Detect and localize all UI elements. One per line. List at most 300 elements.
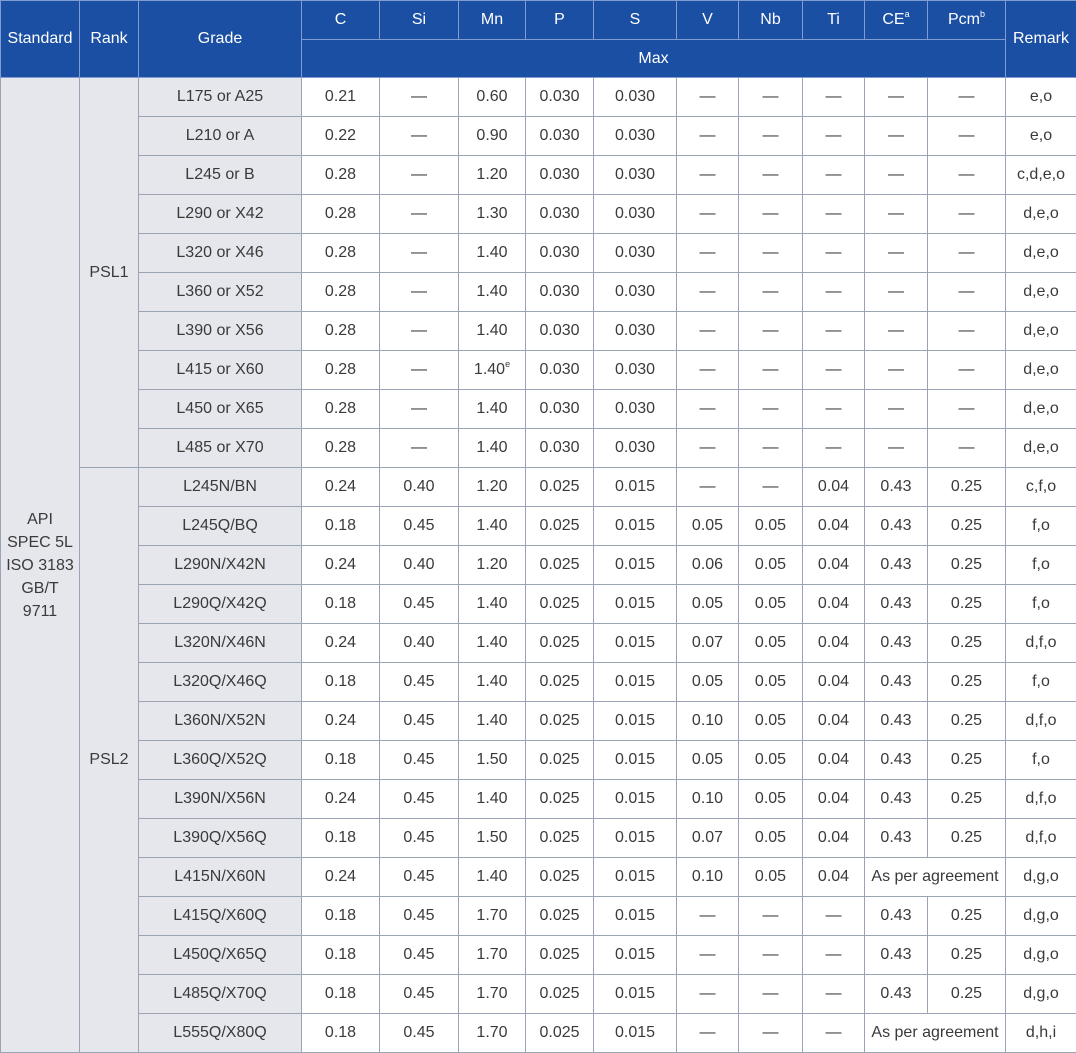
cell-ti [803, 312, 865, 351]
cell-value: — [826, 322, 842, 339]
cell-v [677, 429, 739, 468]
cell-value: — [826, 361, 842, 378]
cell-value: 0.25 [951, 517, 982, 534]
cell-value: — [959, 322, 975, 339]
cell-value: 0.25 [951, 907, 982, 924]
cell-value: — [888, 244, 904, 261]
cell-mn [459, 546, 526, 585]
cell-mn [459, 585, 526, 624]
cell-value: — [826, 400, 842, 417]
cell-value: 0.43 [880, 712, 911, 729]
cell-value: — [700, 361, 716, 378]
cell-value: 0.015 [615, 673, 655, 690]
cell-s [594, 273, 677, 312]
cell-c [302, 819, 380, 858]
cell-value: 0.04 [818, 478, 849, 495]
cell-value: 0.025 [539, 790, 579, 807]
cell-ti [803, 975, 865, 1014]
cell-s [594, 1014, 677, 1053]
cell-s [594, 351, 677, 390]
cell-value: 0.43 [880, 673, 911, 690]
cell-si [380, 1014, 459, 1053]
cell-p [526, 234, 594, 273]
cell-ti [803, 819, 865, 858]
cell-ce [865, 78, 928, 117]
grade-cell: L390Q/X56Q [139, 819, 302, 858]
cell-value: 0.25 [951, 751, 982, 768]
cell-ce [865, 312, 928, 351]
cell-value: 0.015 [615, 868, 655, 885]
cell-value: 0.015 [615, 556, 655, 573]
cell-c [302, 702, 380, 741]
cell-value: 0.030 [539, 283, 579, 300]
cell-mn [459, 975, 526, 1014]
header-element-label: Mn [481, 11, 503, 28]
cell-value: — [411, 361, 427, 378]
cell-value: 0.015 [615, 751, 655, 768]
cell-ce [865, 702, 928, 741]
cell-value: 0.025 [539, 829, 579, 846]
cell-si [380, 507, 459, 546]
cell-value: 0.25 [951, 790, 982, 807]
remark-cell: d,f,o [1006, 702, 1076, 741]
cell-value: 1.40 [476, 400, 507, 417]
cell-value: 0.05 [692, 751, 723, 768]
table-row [1, 975, 1076, 1014]
cell-s [594, 390, 677, 429]
cell-c [302, 741, 380, 780]
cell-value: — [763, 946, 779, 963]
cell-value: 0.28 [325, 400, 356, 417]
cell-value: 0.25 [951, 985, 982, 1002]
cell-value: 0.05 [755, 634, 786, 651]
cell-value: — [411, 244, 427, 261]
cell-value: — [959, 127, 975, 144]
cell-pcm [928, 312, 1006, 351]
cell-c [302, 624, 380, 663]
grade-cell: L245Q/BQ [139, 507, 302, 546]
grade-cell: L390 or X56 [139, 312, 302, 351]
cell-value: 0.04 [818, 556, 849, 573]
cell-pcm [928, 819, 1006, 858]
cell-value: 0.90 [476, 127, 507, 144]
cell-value: 0.05 [755, 517, 786, 534]
cell-value: — [763, 166, 779, 183]
cell-pcm [928, 780, 1006, 819]
cell-v [677, 936, 739, 975]
cell-ce [865, 468, 928, 507]
grade-cell: L175 or A25 [139, 78, 302, 117]
cell-value: — [826, 127, 842, 144]
header-element-ce [865, 1, 928, 40]
cell-s [594, 429, 677, 468]
cell-s [594, 234, 677, 273]
cell-value: 0.45 [403, 907, 434, 924]
cell-value: 0.24 [325, 634, 356, 651]
cell-value: 0.025 [539, 673, 579, 690]
header-element-s [594, 1, 677, 40]
cell-p [526, 195, 594, 234]
cell-value: 0.60 [476, 88, 507, 105]
cell-si [380, 975, 459, 1014]
header-element-label: Ti [827, 11, 840, 28]
cell-ce [865, 117, 928, 156]
cell-value: 0.43 [880, 751, 911, 768]
cell-value: 0.18 [325, 751, 356, 768]
grade-cell: L320 or X46 [139, 234, 302, 273]
remark-cell: f,o [1006, 663, 1076, 702]
cell-s [594, 546, 677, 585]
cell-s [594, 702, 677, 741]
table-row [1, 156, 1076, 195]
cell-value: 0.030 [539, 127, 579, 144]
cell-ti [803, 390, 865, 429]
cell-value: 0.025 [539, 517, 579, 534]
cell-value: — [959, 361, 975, 378]
grade-cell: L360 or X52 [139, 273, 302, 312]
cell-value: 1.70 [476, 946, 507, 963]
grade-cell: L245N/BN [139, 468, 302, 507]
cell-value: — [826, 1024, 842, 1041]
header-element-label: V [702, 11, 713, 28]
cell-value: 0.43 [880, 829, 911, 846]
cell-value: — [700, 283, 716, 300]
cell-value: 0.030 [539, 244, 579, 261]
cell-value: — [826, 166, 842, 183]
cell-mn [459, 273, 526, 312]
cell-ce [865, 624, 928, 663]
cell-value: 1.40 [476, 634, 507, 651]
remark-cell: f,o [1006, 507, 1076, 546]
remark-cell: f,o [1006, 585, 1076, 624]
table-row [1, 195, 1076, 234]
remark-cell: d,g,o [1006, 936, 1076, 975]
cell-si [380, 546, 459, 585]
cell-c [302, 663, 380, 702]
cell-si [380, 468, 459, 507]
remark-cell: e,o [1006, 117, 1076, 156]
table-row [1, 468, 1076, 507]
cell-ti [803, 234, 865, 273]
header-rank: Rank [80, 1, 139, 78]
cell-p [526, 936, 594, 975]
cell-value: 0.18 [325, 595, 356, 612]
grade-cell: L390N/X56N [139, 780, 302, 819]
cell-nb [739, 273, 803, 312]
cell-value: — [959, 439, 975, 456]
cell-nb [739, 663, 803, 702]
cell-value: 0.04 [818, 595, 849, 612]
cell-value: 0.04 [818, 829, 849, 846]
cell-v [677, 195, 739, 234]
table-row [1, 234, 1076, 273]
cell-value: 0.25 [951, 595, 982, 612]
cell-value: 0.030 [539, 166, 579, 183]
cell-value: 0.24 [325, 868, 356, 885]
table-row [1, 507, 1076, 546]
cell-value: 0.25 [951, 634, 982, 651]
cell-value: 0.025 [539, 595, 579, 612]
cell-ti [803, 780, 865, 819]
standard-line: ISO 3183 [1, 554, 79, 577]
table-row [1, 780, 1076, 819]
cell-ti [803, 936, 865, 975]
cell-value: 1.40 [474, 361, 505, 378]
cell-value: 0.05 [755, 712, 786, 729]
header-element-label: P [554, 11, 565, 28]
cell-value: 1.20 [476, 556, 507, 573]
cell-mn [459, 195, 526, 234]
cell-c [302, 897, 380, 936]
cell-value: 1.50 [476, 751, 507, 768]
cell-value: 1.40 [476, 283, 507, 300]
table-row [1, 1014, 1076, 1053]
cell-value: — [700, 88, 716, 105]
cell-value: — [959, 244, 975, 261]
cell-value: 0.04 [818, 634, 849, 651]
cell-pcm [928, 429, 1006, 468]
cell-mn [459, 468, 526, 507]
cell-value: 0.45 [403, 868, 434, 885]
cell-value: 0.06 [692, 556, 723, 573]
cell-value: 0.015 [615, 517, 655, 534]
cell-nb [739, 546, 803, 585]
cell-mn [459, 936, 526, 975]
header-element-label: CE [882, 11, 904, 28]
cell-s [594, 858, 677, 897]
cell-value: 0.43 [880, 946, 911, 963]
cell-ce [865, 507, 928, 546]
cell-c [302, 975, 380, 1014]
cell-value: 0.025 [539, 946, 579, 963]
cell-ti [803, 741, 865, 780]
cell-value: 0.04 [818, 868, 849, 885]
cell-si [380, 858, 459, 897]
cell-value: 0.45 [403, 985, 434, 1002]
cell-pcm [928, 78, 1006, 117]
grade-cell: L450Q/X65Q [139, 936, 302, 975]
cell-value: — [888, 283, 904, 300]
cell-value: 0.015 [615, 595, 655, 612]
cell-value: — [888, 88, 904, 105]
cell-value: 0.18 [325, 1024, 356, 1041]
cell-value: 0.43 [880, 556, 911, 573]
cell-s [594, 780, 677, 819]
cell-nb [739, 78, 803, 117]
cell-si [380, 156, 459, 195]
cell-mn [459, 117, 526, 156]
cell-ti [803, 702, 865, 741]
cell-value: 0.40 [403, 556, 434, 573]
cell-si [380, 819, 459, 858]
cell-s [594, 78, 677, 117]
cell-value: 0.25 [951, 478, 982, 495]
remark-cell: d,e,o [1006, 351, 1076, 390]
cell-value: 0.05 [692, 517, 723, 534]
cell-value: 0.24 [325, 790, 356, 807]
cell-value: — [763, 439, 779, 456]
cell-value: — [411, 166, 427, 183]
cell-value: 1.40 [476, 517, 507, 534]
cell-mn [459, 741, 526, 780]
cell-value: 0.40 [403, 478, 434, 495]
standard-cell [1, 78, 80, 1053]
table-row [1, 702, 1076, 741]
cell-value: 0.28 [325, 283, 356, 300]
cell-value: 0.21 [325, 88, 356, 105]
cell-c [302, 546, 380, 585]
cell-value: 0.025 [539, 712, 579, 729]
cell-value: 0.43 [880, 985, 911, 1002]
cell-pcm [928, 273, 1006, 312]
cell-value: — [411, 127, 427, 144]
cell-c [302, 780, 380, 819]
cell-nb [739, 390, 803, 429]
cell-si [380, 663, 459, 702]
cell-value: 0.25 [951, 712, 982, 729]
cell-p [526, 702, 594, 741]
cell-ce [865, 585, 928, 624]
cell-value: — [700, 439, 716, 456]
rank-cell: PSL2 [80, 468, 139, 1053]
cell-value: — [959, 400, 975, 417]
cell-value: 0.015 [615, 634, 655, 651]
cell-value: 0.24 [325, 712, 356, 729]
cell-value: 0.24 [325, 556, 356, 573]
cell-value: 0.025 [539, 1024, 579, 1041]
header-max: Max [302, 40, 1006, 78]
cell-value: 0.45 [403, 790, 434, 807]
cell-value: 0.025 [539, 751, 579, 768]
cell-ti [803, 156, 865, 195]
grade-cell: L485 or X70 [139, 429, 302, 468]
header-element-c [302, 1, 380, 40]
cell-p [526, 897, 594, 936]
cell-pcm [928, 546, 1006, 585]
table-row [1, 351, 1076, 390]
cell-nb [739, 624, 803, 663]
cell-value: — [959, 205, 975, 222]
cell-s [594, 897, 677, 936]
cell-value: 0.025 [539, 985, 579, 1002]
cell-value: — [763, 1024, 779, 1041]
cell-nb [739, 507, 803, 546]
cell-p [526, 468, 594, 507]
cell-ce [865, 741, 928, 780]
cell-pcm [928, 468, 1006, 507]
cell-v [677, 858, 739, 897]
cell-v [677, 312, 739, 351]
cell-c [302, 936, 380, 975]
cell-ti [803, 273, 865, 312]
cell-value: 0.030 [615, 283, 655, 300]
cell-ti [803, 429, 865, 468]
standard-line: 9711 [1, 600, 79, 623]
cell-value: 0.18 [325, 829, 356, 846]
table-body [1, 78, 1076, 1053]
cell-ce [865, 390, 928, 429]
cell-ti [803, 663, 865, 702]
cell-value: 0.45 [403, 946, 434, 963]
cell-value: 0.10 [692, 868, 723, 885]
cell-value: 0.030 [539, 322, 579, 339]
cell-value: 0.015 [615, 985, 655, 1002]
table-row [1, 117, 1076, 156]
cell-value: 0.030 [539, 439, 579, 456]
table-row [1, 819, 1076, 858]
cell-p [526, 819, 594, 858]
cell-value: — [700, 1024, 716, 1041]
cell-nb [739, 858, 803, 897]
cell-ce [865, 234, 928, 273]
cell-s [594, 507, 677, 546]
table-row [1, 585, 1076, 624]
cell-pcm [928, 624, 1006, 663]
cell-mn [459, 312, 526, 351]
cell-value: 0.030 [615, 322, 655, 339]
cell-mn [459, 624, 526, 663]
remark-cell: d,e,o [1006, 312, 1076, 351]
cell-value: — [411, 283, 427, 300]
footnote-marker: b [980, 9, 985, 19]
cell-s [594, 663, 677, 702]
cell-si [380, 780, 459, 819]
cell-value: — [763, 244, 779, 261]
cell-value: 0.04 [818, 790, 849, 807]
table-row [1, 273, 1076, 312]
cell-value: 0.28 [325, 205, 356, 222]
standard-line: API [1, 508, 79, 531]
cell-c [302, 312, 380, 351]
cell-mn [459, 897, 526, 936]
cell-c [302, 234, 380, 273]
cell-c [302, 1014, 380, 1053]
cell-nb [739, 741, 803, 780]
cell-v [677, 351, 739, 390]
remark-cell: d,f,o [1006, 624, 1076, 663]
cell-value: 0.25 [951, 829, 982, 846]
grade-cell: L290 or X42 [139, 195, 302, 234]
cell-value: — [959, 283, 975, 300]
cell-mn [459, 351, 526, 390]
cell-value: 1.70 [476, 907, 507, 924]
cell-value: — [700, 946, 716, 963]
cell-pcm [928, 975, 1006, 1014]
cell-ti [803, 117, 865, 156]
cell-p [526, 312, 594, 351]
cell-value: 1.40 [476, 868, 507, 885]
cell-nb [739, 156, 803, 195]
cell-value: 0.43 [880, 517, 911, 534]
cell-value: 0.45 [403, 829, 434, 846]
cell-ce [865, 195, 928, 234]
cell-nb [739, 234, 803, 273]
cell-value: 1.50 [476, 829, 507, 846]
header-element-si [380, 1, 459, 40]
cell-value: 1.20 [476, 478, 507, 495]
remark-cell: d,e,o [1006, 195, 1076, 234]
cell-c [302, 429, 380, 468]
cell-value: 0.030 [615, 166, 655, 183]
cell-value: 0.22 [325, 127, 356, 144]
cell-ce [865, 936, 928, 975]
remark-cell: e,o [1006, 78, 1076, 117]
grade-cell: L245 or B [139, 156, 302, 195]
cell-value: — [411, 400, 427, 417]
cell-mn [459, 1014, 526, 1053]
cell-v [677, 156, 739, 195]
cell-value: 0.18 [325, 673, 356, 690]
